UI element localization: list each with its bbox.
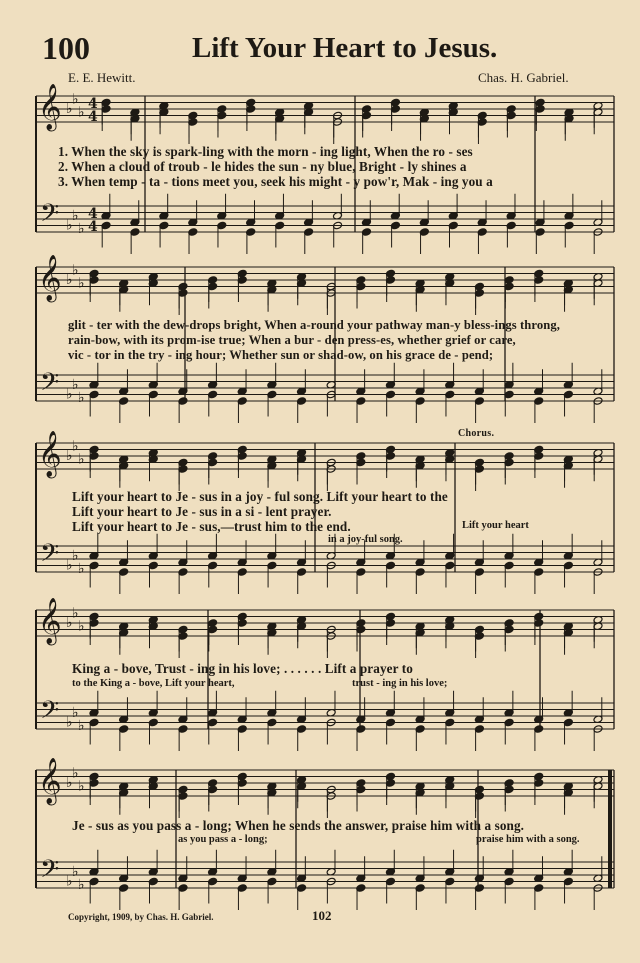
- composer-credit: Chas. H. Gabriel.: [478, 70, 569, 85]
- lyric-line: Lift your heart to Je - sus,—trust him to the end.: [72, 519, 351, 534]
- flat-sign-icon: ♭: [72, 605, 79, 622]
- bass-lyric: trust - ing in his love;: [352, 678, 448, 689]
- bass-lyric: Lift your heart: [462, 520, 529, 531]
- author-credit: E. E. Hewitt.: [68, 70, 136, 85]
- treble-clef-icon: 𝄞: [38, 431, 62, 477]
- flat-sign-icon: ♭: [78, 275, 85, 292]
- bass-lyric: as you pass a - long;: [178, 834, 268, 845]
- flat-sign-icon: ♭: [78, 220, 85, 237]
- flat-sign-icon: ♭: [66, 217, 73, 234]
- bass-clef-icon: 𝄢: [40, 696, 60, 731]
- flat-sign-icon: ♭: [66, 714, 73, 731]
- flat-sign-icon: ♭: [78, 618, 85, 635]
- bass-clef-icon: 𝄢: [40, 368, 60, 403]
- bass-clef-icon: 𝄢: [40, 539, 60, 574]
- flat-sign-icon: ♭: [66, 101, 73, 117]
- flat-sign-icon: ♭: [66, 873, 73, 890]
- flat-sign-icon: ♭: [78, 104, 85, 121]
- flat-sign-icon: ♭: [78, 876, 85, 893]
- bass-clef-icon: 𝄢: [40, 199, 60, 234]
- lyric-line: Je - sus as you pass a - long; When he sends the answer, praise him with a song.: [72, 818, 525, 833]
- time-signature: 4: [88, 96, 98, 112]
- flat-sign-icon: ♭: [72, 704, 79, 721]
- lyric-line: 3. When temp - ta - tions meet you, seek his might - y pow'r, Mak - ing you a: [58, 174, 493, 189]
- lyric-line: 2. When a cloud of troub - le hides the sun - ny blue, Bright - ly shines a: [58, 159, 467, 174]
- bass-lyric: in a joy-ful song.: [328, 534, 403, 545]
- time-signature: 4: [88, 206, 98, 222]
- treble-clef-icon: 𝄞: [38, 84, 62, 130]
- flat-sign-icon: ♭: [72, 765, 79, 782]
- flat-sign-icon: ♭: [78, 389, 85, 406]
- hymn-number: 100: [42, 30, 90, 66]
- flat-sign-icon: ♭: [72, 207, 79, 224]
- lyric-line: rain-bow, with its prom-ise true; When a bur - den press-es, whether grief or care,: [68, 333, 516, 347]
- flat-sign-icon: ♭: [78, 778, 85, 795]
- time-signature: 4: [88, 109, 98, 125]
- treble-clef-icon: 𝄞: [38, 255, 62, 301]
- flat-sign-icon: ♭: [72, 376, 79, 393]
- flat-sign-icon: ♭: [78, 451, 85, 468]
- copyright-notice: Copyright, 1909, by Chas. H. Gabriel.: [68, 912, 214, 922]
- lyric-line: vic - tor in the try - ing hour; Whether sun or shad-ow, on his grace de - pend;: [68, 348, 494, 362]
- flat-sign-icon: ♭: [66, 775, 73, 791]
- flat-sign-icon: ♭: [78, 717, 85, 734]
- lyric-line: King a - bove, Trust - ing in his love; . . . . . . Lift a prayer to: [72, 661, 413, 676]
- chorus-label: Chorus.: [458, 428, 495, 439]
- treble-clef-icon: 𝄞: [38, 758, 62, 804]
- bass-lyric: to the King a - bove, Lift your heart,: [72, 678, 235, 689]
- lyric-line: Lift your heart to Je - sus in a joy - ful song. Lift your heart to the: [72, 489, 448, 504]
- hymn-title: Lift Your Heart to Jesus.: [192, 32, 498, 64]
- bass-clef-icon: 𝄢: [40, 855, 60, 890]
- page-number: 102: [312, 908, 332, 923]
- flat-sign-icon: ♭: [66, 386, 73, 403]
- flat-sign-icon: ♭: [72, 547, 79, 564]
- flat-sign-icon: ♭: [72, 863, 79, 880]
- flat-sign-icon: ♭: [66, 448, 73, 464]
- flat-sign-icon: ♭: [78, 560, 85, 577]
- bass-lyric: praise him with a song.: [476, 834, 580, 845]
- flat-sign-icon: ♭: [66, 615, 73, 631]
- flat-sign-icon: ♭: [72, 262, 79, 279]
- flat-sign-icon: ♭: [66, 272, 73, 288]
- time-signature: 4: [88, 219, 98, 235]
- treble-clef-icon: 𝄞: [38, 598, 62, 644]
- flat-sign-icon: ♭: [66, 557, 73, 574]
- flat-sign-icon: ♭: [72, 438, 79, 455]
- flat-sign-icon: ♭: [72, 91, 79, 108]
- lyric-line: Lift your heart to Je - sus in a si - lent prayer.: [72, 504, 332, 519]
- lyric-line: glit - ter with the dew-drops bright, When a-round your pathway man-y bless-ings throng,: [68, 318, 560, 332]
- lyric-line: 1. When the sky is spark-ling with the morn - ing light, When the ro - ses: [58, 144, 473, 159]
